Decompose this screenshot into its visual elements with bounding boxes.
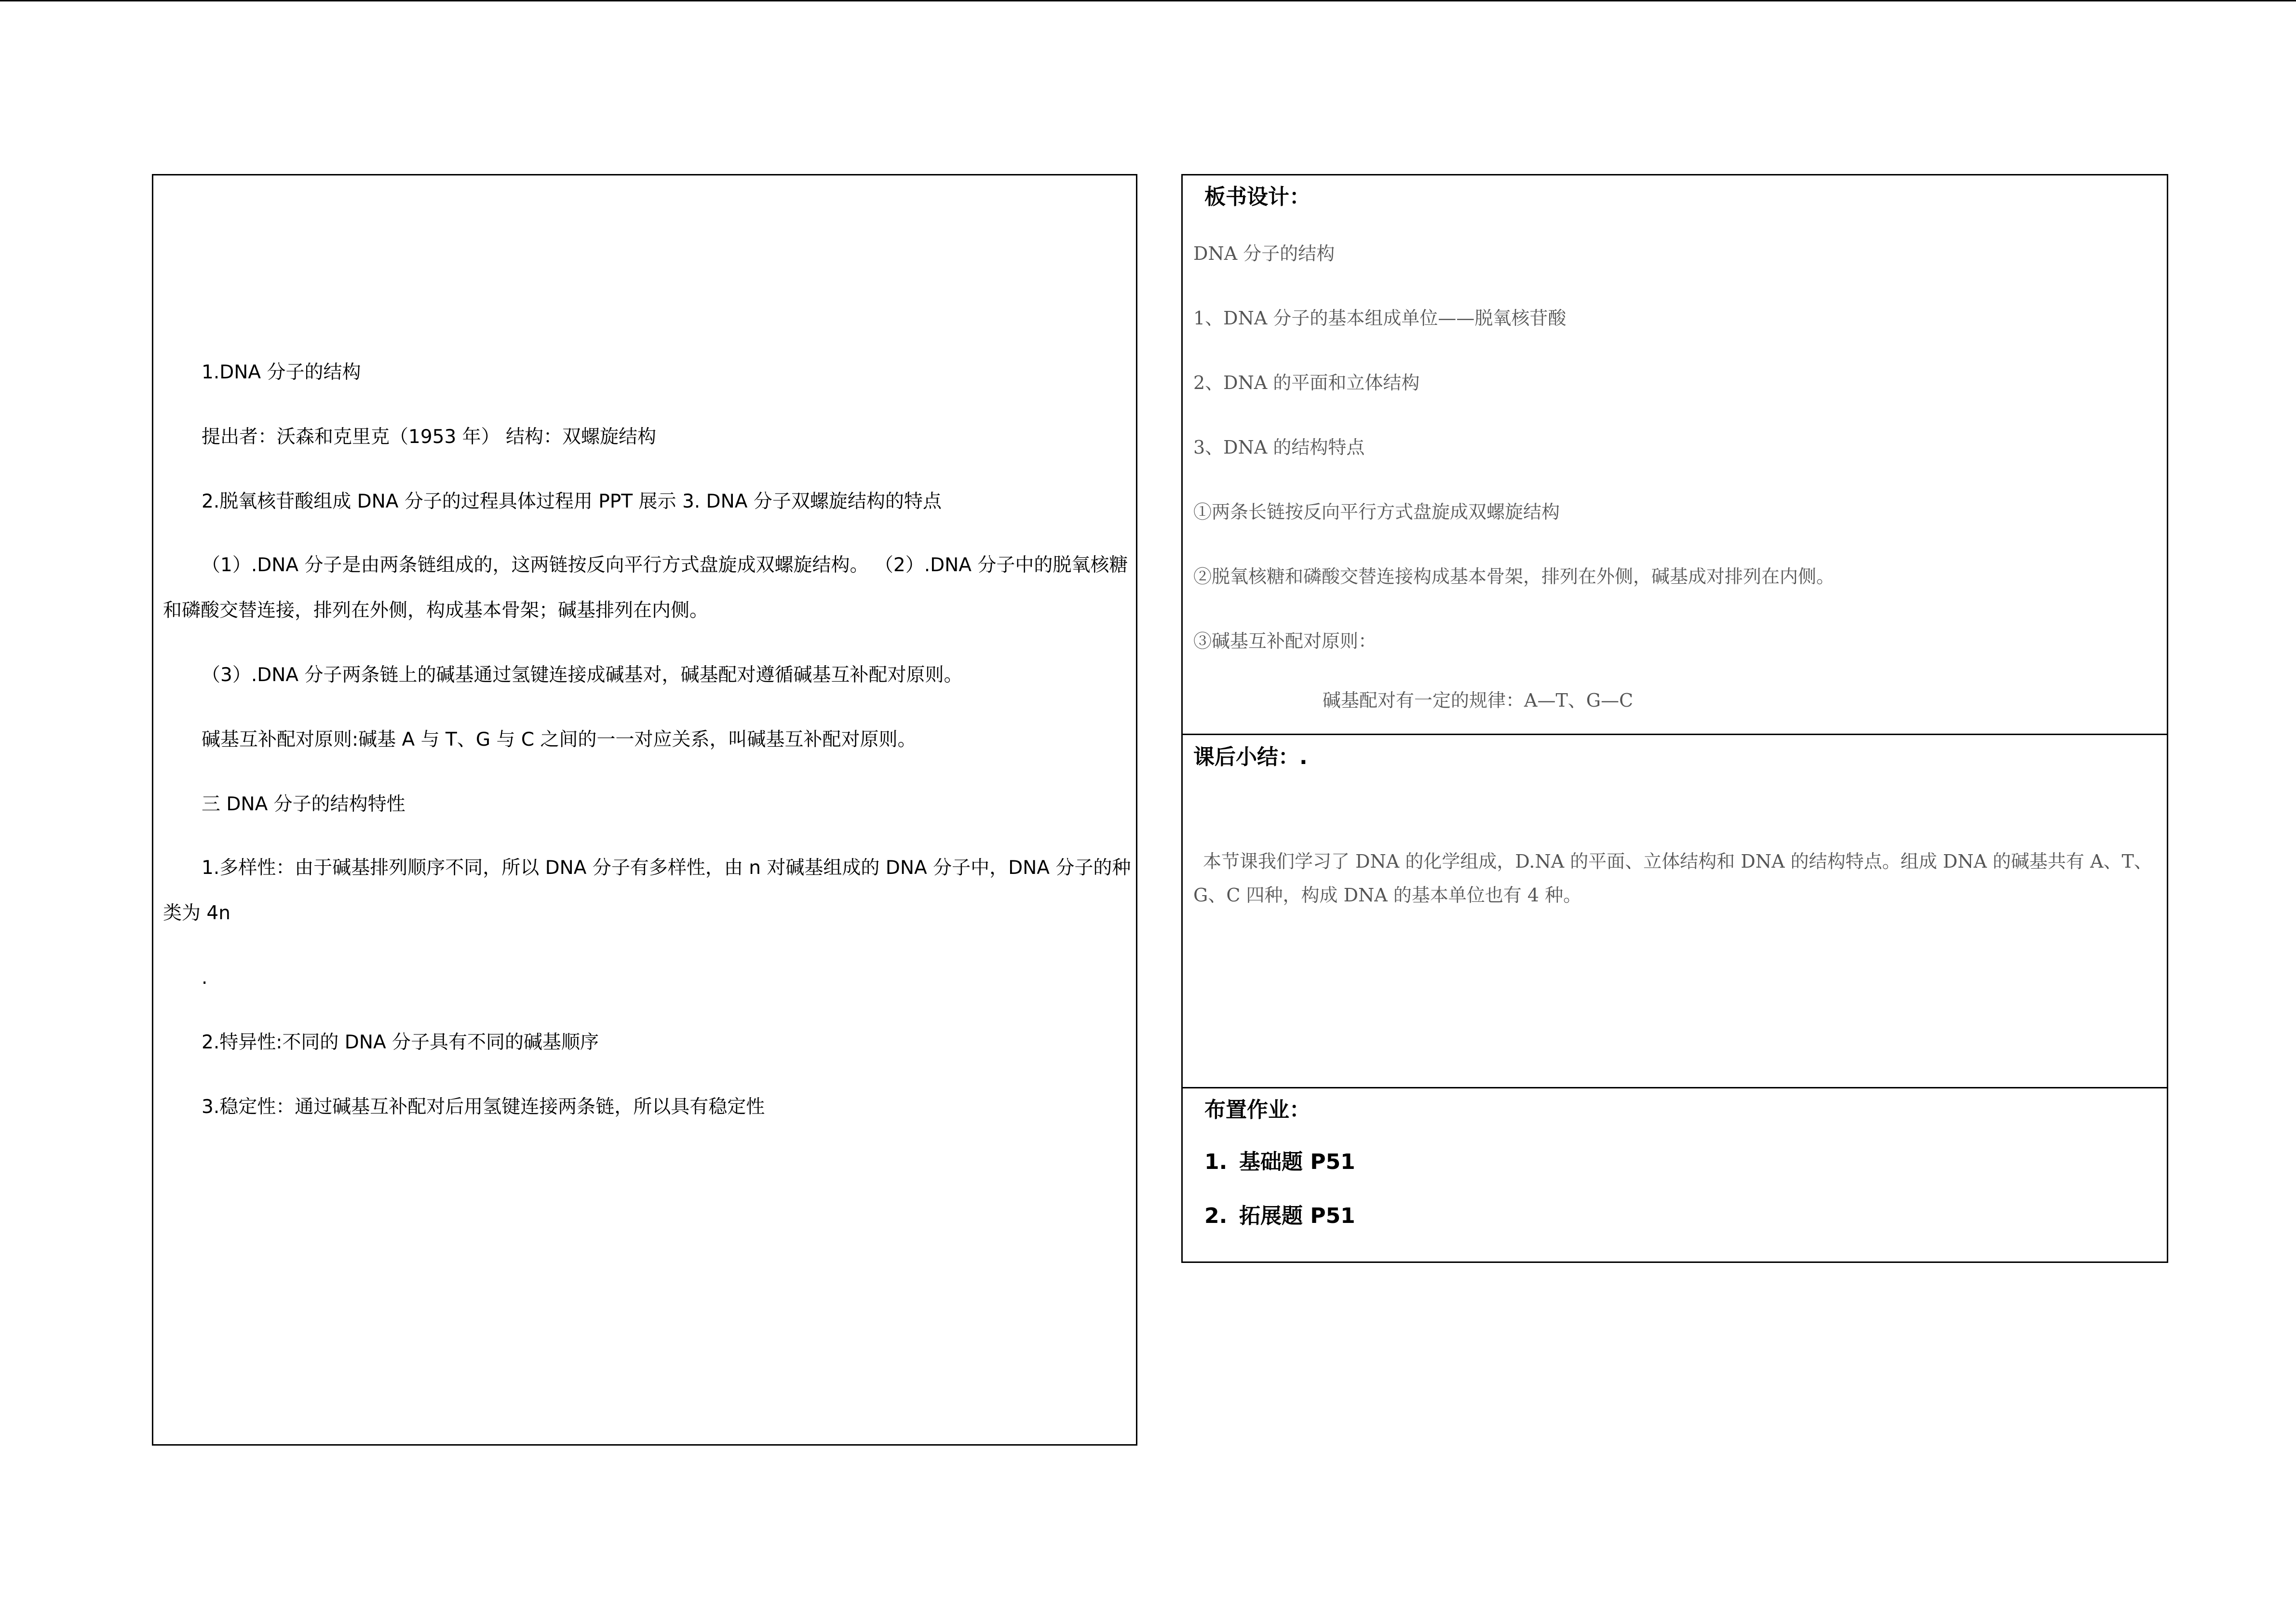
- board-design-pairing-rule: 碱基配对有一定的规律：A—T、G—C: [1323, 690, 1634, 711]
- homework-item-2: [1204, 1198, 1355, 1229]
- homework-item-text: 基础题 P51: [1239, 1150, 1355, 1174]
- board-design-point-2: ②脱氧核糖和磷酸交替连接构成基本骨架，排列在外侧，碱基成对排列在内侧。: [1193, 566, 1835, 587]
- paragraph-double-helix-features: （1）.DNA 分子是由两条链组成的，这两链按反向平行方式盘旋成双螺旋结构。 （2）.DNA 分子中的脱氧核糖和磷酸交替连接，排列在外侧，构成基本骨架；碱基排列在内侧。: [163, 554, 1128, 621]
- teaching-notes-panel: [1181, 174, 2168, 1263]
- paragraph-complementary-rule: 碱基互补配对原则:碱基 A 与 T、G 与 C 之间的一一对应关系，叫碱基互补配对原则。: [202, 729, 917, 751]
- board-design-point-1: ①两条长链按反向平行方式盘旋成双螺旋结构: [1193, 501, 1560, 523]
- paragraph-discoverers: 提出者：沃森和克里克（1953 年） 结构：双螺旋结构: [202, 426, 657, 448]
- board-design-heading: 板书设计：: [1204, 185, 1310, 209]
- section-divider: [1183, 1087, 2167, 1088]
- section-divider: [1183, 734, 2167, 735]
- homework-item-1: [1204, 1144, 1355, 1175]
- paragraph-diversity: 1.多样性：由于碱基排列顺序不同，所以 DNA 分子有多样性，由 n 对碱基组成的 DNA 分子中，DNA 分子的种类为 4n: [163, 857, 1131, 924]
- paragraph-nucleotide-assembly: 2.脱氧核苷酸组成 DNA 分子的过程具体过程用 PPT 展示 3. DNA 分子双螺旋结构的特点: [202, 491, 942, 512]
- board-design-title: DNA 分子的结构: [1193, 243, 1335, 264]
- paragraph-specificity: 2.特异性:不同的 DNA 分子具有不同的碱基顺序: [202, 1032, 599, 1053]
- paragraph-stability: 3.稳定性：通过碱基互补配对后用氢键连接两条链，所以具有稳定性: [202, 1096, 765, 1118]
- lesson-content-panel: [152, 174, 1137, 1446]
- board-design-line-2: 2、DNA 的平面和立体结构: [1193, 372, 1420, 393]
- summary-text: 本节课我们学习了 DNA 的化学组成，D.NA 的平面、立体结构和 DNA 的结构特点。组成 DNA 的碱基共有 A、T、G、C 四种，构成 DNA 的基本单位也有 4 种。: [1193, 851, 2152, 906]
- paragraph-dna-structure-title: 1.DNA 分子的结构: [202, 362, 361, 383]
- homework-item-number: 1.: [1204, 1150, 1228, 1174]
- board-design-line-1: 1、DNA 分子的基本组成单位——脱氧核苷酸: [1193, 308, 1567, 329]
- homework-heading: 布置作业：: [1204, 1098, 1310, 1122]
- homework-item-text: 拓展题 P51: [1239, 1204, 1355, 1228]
- paragraph-dot: .: [202, 967, 208, 989]
- board-design-point-3: ③碱基互补配对原则：: [1193, 630, 1377, 652]
- paragraph-base-pairing: （3）.DNA 分子两条链上的碱基通过氢键连接成碱基对，碱基配对遵循碱基互补配对原则。: [202, 664, 963, 686]
- page-top-rule: [0, 0, 2296, 1]
- board-design-line-3: 3、DNA 的结构特点: [1193, 437, 1365, 458]
- summary-heading: 课后小结：.: [1193, 745, 1308, 769]
- homework-item-number: 2.: [1204, 1204, 1228, 1228]
- section-heading-structure-properties: 三 DNA 分子的结构特性: [202, 793, 405, 815]
